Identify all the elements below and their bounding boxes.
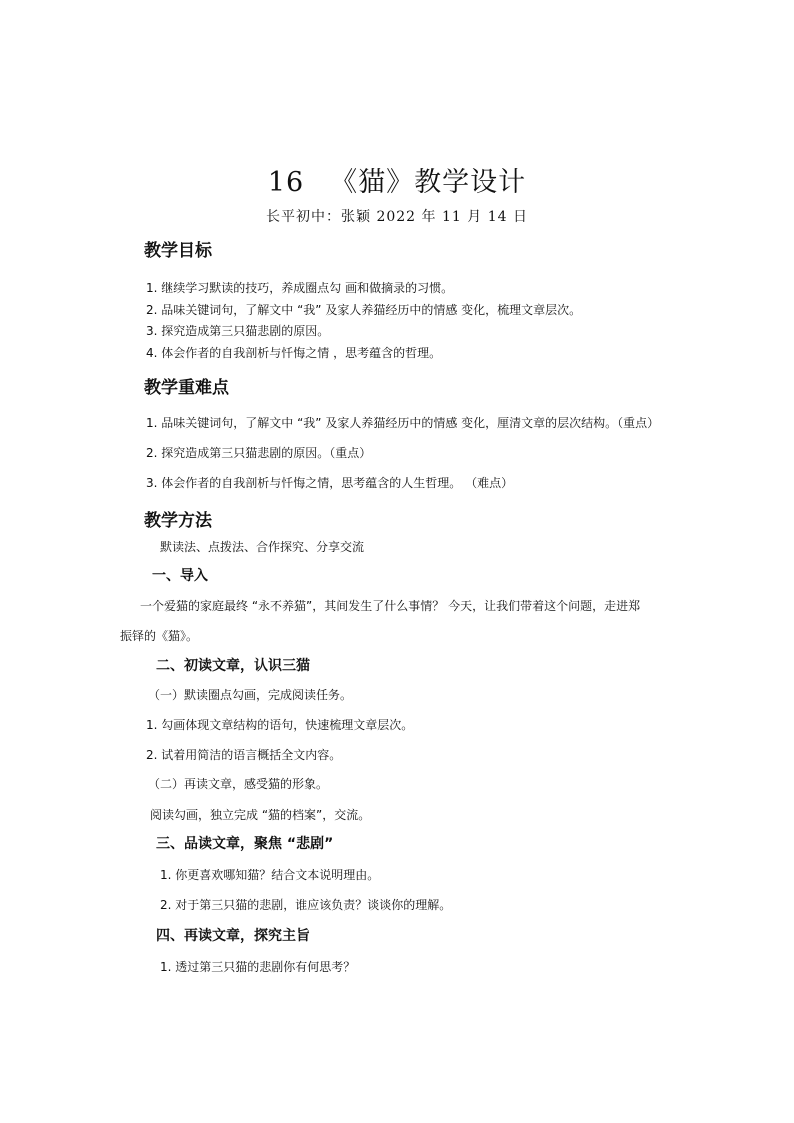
intro-text-line2: 振铎的《猫》。 [120,629,199,643]
section4-item1: 1. 透过第三只猫的悲剧你有何思考？ [160,960,356,974]
keypoints-heading: 教学重难点 [144,378,229,398]
keypoint-item: 3. 体会作者的自我剖析与忏悔之情，思考蕴含的人生哲理。 （难点） [146,476,514,490]
methods-heading: 教学方法 [144,511,212,531]
objective-item: 1. 继续学习默读的技巧，养成圈点勾 画和做摘录的习惯。 [146,281,454,295]
keypoint-item: 1. 品味关键词句，了解文中 “我” 及家人养猫经历中的情感 变化，厘清文章的层次结构。（重点） [146,416,660,430]
section2-text: 阅读勾画，独立完成 “猫的档案”，交流。 [150,808,371,822]
keypoint-item: 2. 探究造成第三只猫悲剧的原因。（重点） [146,446,372,460]
document-title [0,160,794,199]
section3-item2: 2. 对于第三只猫的悲剧，谁应该负责？谈谈你的理解。 [160,898,452,912]
objective-item: 3. 探究造成第三只猫悲剧的原因。 [146,324,330,338]
intro-heading: 一、导入 [152,568,208,584]
intro-text-line1: 一个爱猫的家庭最终 “永不养猫”，其间发生了什么事情？ 今天，让我们带着这个问题，走进郑 [140,599,641,613]
section4-heading: 四、再读文章，探究主旨 [156,928,310,944]
section2-sub2: （二）再读文章，感受猫的形象。 [148,777,329,791]
objectives-heading: 教学目标 [144,241,212,261]
lesson-number: 16 [267,167,305,198]
section3-heading: 三、品读文章，聚焦 “悲剧” [156,836,334,852]
section2-sub1: （一）默读圈点勾画，完成阅读任务。 [148,688,353,702]
lesson-title: 《猫》教学设计 [330,167,527,198]
objective-item: 4. 体会作者的自我剖析与忏悔之情 ，思考蕴含的哲理。 [146,346,442,360]
section2-item1: 1. 勾画体现文章结构的语句，快速梳理文章层次。 [146,718,414,732]
section2-item2: 2. 试着用简洁的语言概括全文内容。 [146,748,342,762]
author-line: 长平初中：张颖 2022 年 11 月 14 日 [266,209,528,225]
section3-item1: 1. 你更喜欢哪知猫？结合文本说明理由。 [160,868,380,882]
methods-text: 默读法、点拨法、合作探究、分享交流 [160,540,365,554]
section2-heading: 二、初读文章，认识三猫 [156,658,310,674]
objective-item: 2. 品味关键词句，了解文中 “我” 及家人养猫经历中的情感 变化，梳理文章层次。 [146,303,582,317]
